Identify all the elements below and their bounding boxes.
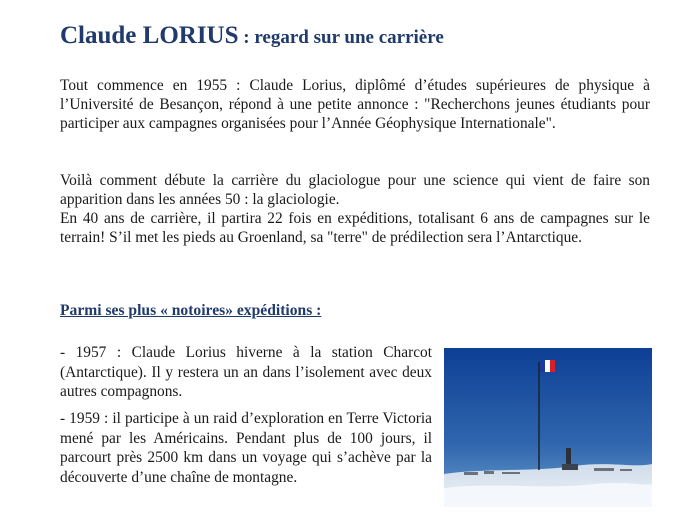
french-flag-icon	[540, 360, 555, 372]
intro-paragraph-1: Tout commence en 1955 : Claude Lorius, diplômé d’études supérieures de physique à l’Université de Besançon, répond à une petite annonce : "Recherchons jeunes étudiants pour participer aux campagnes organisées pour l’Année Géophysique Internationale".	[60, 77, 650, 132]
page-title	[60, 14, 444, 51]
intro-paragraph-2	[60, 171, 650, 247]
expedition-item-1957: - 1957 : Claude Lorius hiverne à la station Charcot (Antarctique). Il y restera un an dans l’isolement avec deux autres compagnons.	[60, 344, 432, 400]
expedition-item-1959: - 1959 : il participe à un raid d’exploration en Terre Victoria mené par les Américains. Pendant plus de 100 jours, il parcourt près 2500 km dans un voyage qui s’achève par la découverte d’une chaîne de montagne.	[60, 410, 432, 486]
intro-paragraph-2a: Voilà comment débute la carrière du glaciologue pour une science qui vient de faire son apparition dans les années 50 : la glaciologie.	[60, 172, 650, 208]
title-subtitle: : regard sur une carrière	[238, 27, 444, 48]
intro-paragraph-2b: En 40 ans de carrière, il partira 22 fois en expéditions, totalisant 6 ans de campagnes sur le terrain! S’il met les pieds au Groenland, sa "terre" de prédilection sera l’Antarctique.	[60, 210, 650, 246]
antarctic-station-photo	[444, 348, 652, 507]
expeditions-heading: Parmi ses plus « notoires» expéditions :	[60, 302, 322, 319]
snow-drift	[444, 483, 652, 507]
station-hut	[562, 464, 578, 470]
title-name: Claude LORIUS	[60, 22, 239, 49]
